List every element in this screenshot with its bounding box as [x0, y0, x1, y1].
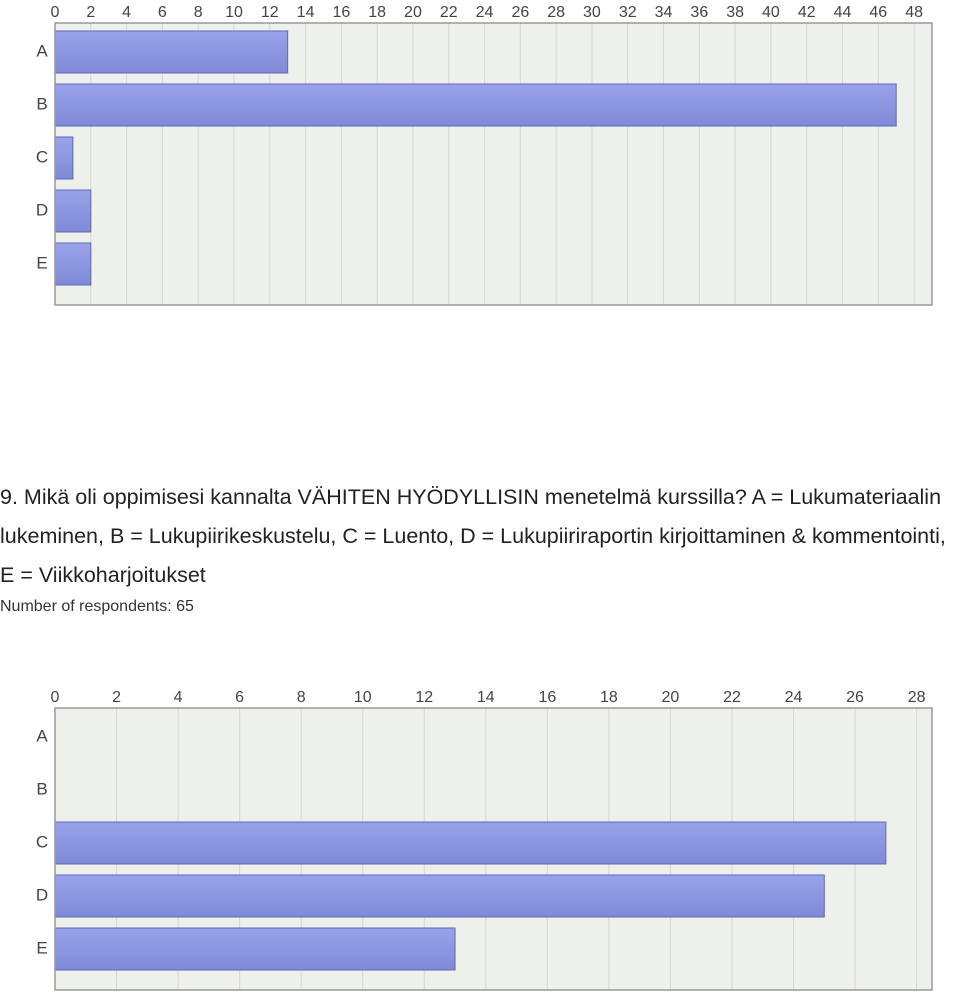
bar-chart-svg	[0, 0, 960, 320]
x-tick-label: 18	[599, 689, 618, 707]
x-tick-label: 24	[475, 4, 494, 22]
x-tick-label: 14	[476, 689, 495, 707]
question-title: 9. Mikä oli oppimisesi kannalta VÄHITEN HYÖDYLLISIN menetelmä kurssilla? A = Lukumateriaalin lukeminen, B = Lukupiirikeskustelu, C = Luento, D = Lukupiiriraportin kirjoittaminen & kommentointi, E = Viikkoharjoitukset	[0, 485, 946, 587]
bar-c	[55, 822, 886, 864]
bar-d	[55, 875, 824, 917]
x-tick-label: 22	[439, 4, 458, 22]
x-tick-label: 16	[332, 4, 351, 22]
x-tick-label: 4	[122, 4, 132, 22]
x-tick-label: 42	[797, 4, 816, 22]
x-tick-label: 24	[784, 689, 803, 707]
category-label: A	[36, 41, 48, 61]
x-tick-label: 20	[404, 4, 422, 22]
x-tick-label: 44	[833, 4, 852, 22]
bar-e	[55, 243, 91, 285]
category-label: C	[35, 832, 49, 852]
x-tick-label: 0	[50, 4, 60, 22]
x-tick-label: 28	[907, 689, 926, 707]
category-label: C	[35, 147, 49, 167]
x-tick-label: 30	[583, 4, 601, 22]
category-label: E	[36, 253, 48, 273]
chart-question-9	[0, 685, 960, 1005]
x-tick-label: 46	[869, 4, 888, 22]
bar-e	[55, 928, 455, 970]
x-tick-label: 16	[538, 689, 557, 707]
x-tick-label: 14	[296, 4, 315, 22]
x-tick-label: 2	[112, 689, 121, 707]
category-label: A	[36, 726, 48, 746]
bar-chart-svg	[0, 685, 960, 1005]
bar-a	[55, 31, 288, 73]
x-tick-label: 32	[618, 4, 637, 22]
x-tick-label: 34	[654, 4, 673, 22]
bar-b	[55, 84, 896, 126]
x-tick-label: 10	[225, 4, 243, 22]
x-tick-label: 6	[157, 4, 167, 22]
chart-previous-question	[0, 0, 960, 320]
x-tick-label: 2	[86, 4, 96, 22]
x-tick-label: 8	[193, 4, 203, 22]
category-label: B	[36, 779, 48, 799]
x-tick-label: 48	[905, 4, 924, 22]
x-tick-label: 36	[690, 4, 709, 22]
x-tick-label: 28	[547, 4, 566, 22]
x-tick-label: 12	[260, 4, 279, 22]
x-tick-label: 26	[846, 689, 864, 707]
category-label: B	[36, 94, 48, 114]
x-tick-label: 26	[511, 4, 530, 22]
x-tick-label: 6	[235, 689, 245, 707]
category-label: D	[35, 885, 49, 905]
category-label: E	[36, 938, 48, 958]
x-tick-label: 38	[726, 4, 745, 22]
x-tick-label: 0	[50, 689, 60, 707]
x-tick-label: 18	[368, 4, 387, 22]
x-tick-label: 22	[723, 689, 741, 707]
x-tick-label: 12	[415, 689, 434, 707]
respondent-count: Number of respondents: 65	[0, 598, 194, 615]
category-label: D	[35, 200, 49, 220]
x-tick-label: 8	[296, 689, 306, 707]
bar-d	[55, 190, 91, 232]
x-tick-label: 10	[353, 689, 372, 707]
x-tick-label: 20	[661, 689, 680, 707]
x-tick-label: 4	[173, 689, 183, 707]
x-tick-label: 40	[762, 4, 780, 22]
bar-c	[55, 137, 73, 179]
